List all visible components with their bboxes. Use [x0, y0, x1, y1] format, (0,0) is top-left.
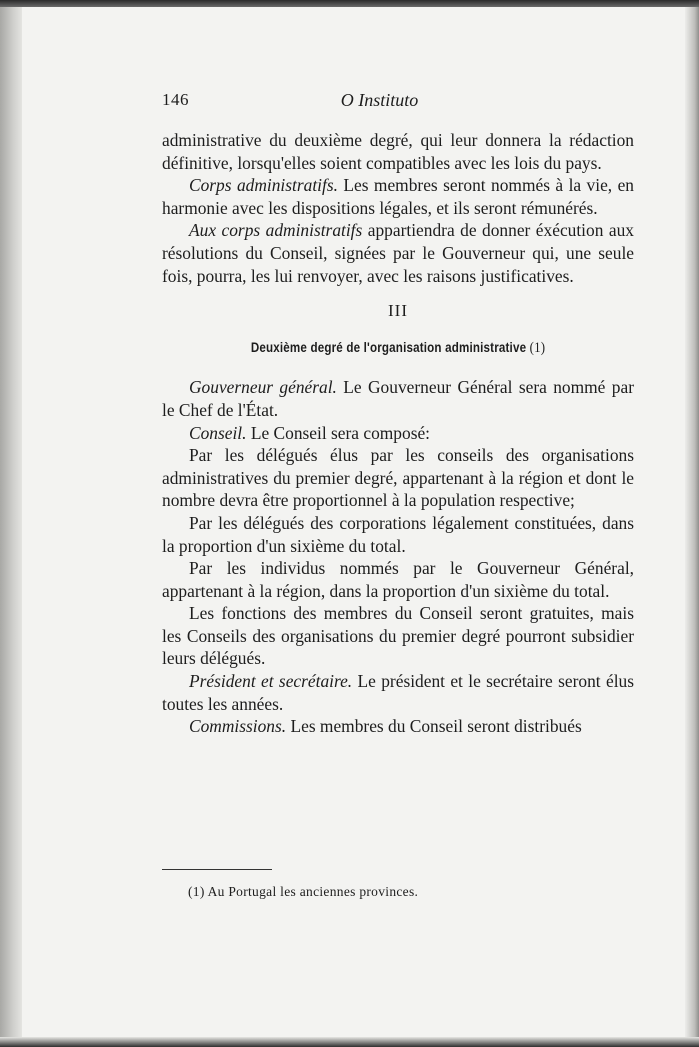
paragraph	[162, 174, 634, 219]
section-numeral: III	[388, 301, 408, 321]
footnote-reference: (1)	[526, 339, 546, 356]
page-edge-bottom	[0, 1037, 699, 1047]
running-head	[0, 90, 699, 111]
footnote-rule	[162, 869, 272, 870]
paragraph-text: Le président et le secrétaire seront élus toutes les années.	[162, 671, 635, 714]
paragraph: administrative du deuxième degré, qui leur donnera la rédaction définitive, lorsqu'elles soient compatibles avec les lois du pays.	[162, 130, 634, 173]
page-number: 146	[162, 90, 189, 109]
paragraph-label: Gouverneur général.	[189, 377, 337, 398]
paragraph	[162, 670, 634, 715]
footnote: (1) Au Portugal les anciennes provinces.	[188, 884, 419, 899]
paragraph-label: Corps administratifs.	[189, 175, 338, 196]
paragraph-text: appartiendra de donner éxécution aux résolutions du Conseil, signées par le Gouverneur qui, une seule fois, pourra, les lui renvoyer, avec les raisons justificatives.	[162, 220, 634, 286]
paragraph	[162, 422, 634, 445]
section-title-text: Deuxième degré de l'organisation administrative	[250, 339, 527, 355]
paragraph-text: Les membres seront nommés à la vie, en harmonie avec les dispositions légales, et ils seront rémunérés.	[162, 175, 634, 218]
paragraph: Les fonctions des membres du Conseil seront gratuites, mais les Conseils des organisations du premier degré pourront subsidier leurs délégués.	[162, 603, 634, 669]
paragraph	[162, 715, 634, 738]
paragraph	[162, 376, 634, 421]
paragraph-label: Conseil.	[189, 422, 247, 443]
paragraph-label: Commissions.	[189, 716, 287, 737]
paragraph: Par les individus nommés par le Gouverneur Général, appartenant à la région, dans la proportion d'un sixième du total.	[162, 558, 634, 601]
journal-title: O Instituto	[340, 90, 419, 110]
paragraph-text: Le Gouverneur Général sera nommé par le Chef de l'État.	[162, 377, 634, 420]
page-edge-top	[0, 0, 699, 7]
page-edge-right	[685, 0, 699, 1047]
section-title	[195, 337, 601, 360]
paragraph-label: Aux corps administratifs	[189, 220, 363, 241]
paragraph	[162, 219, 634, 287]
page-gutter-shadow	[0, 0, 22, 1047]
paragraph-text: Le Conseil sera composé:	[246, 422, 431, 443]
paragraph-text: Les membres du Conseil seront distribués	[286, 716, 582, 737]
paragraph: Par les délégués des corporations légalement constituées, dans la proportion d'un sixième du total.	[162, 512, 634, 556]
body-text	[162, 129, 634, 738]
paragraph: Par les délégués élus par les conseils des organisations administratives du premier degré, appartenant à la région et dont le nombre devra être proportionnel à la population respective;	[162, 445, 634, 511]
paragraph-label: Président et secrétaire.	[189, 671, 353, 692]
